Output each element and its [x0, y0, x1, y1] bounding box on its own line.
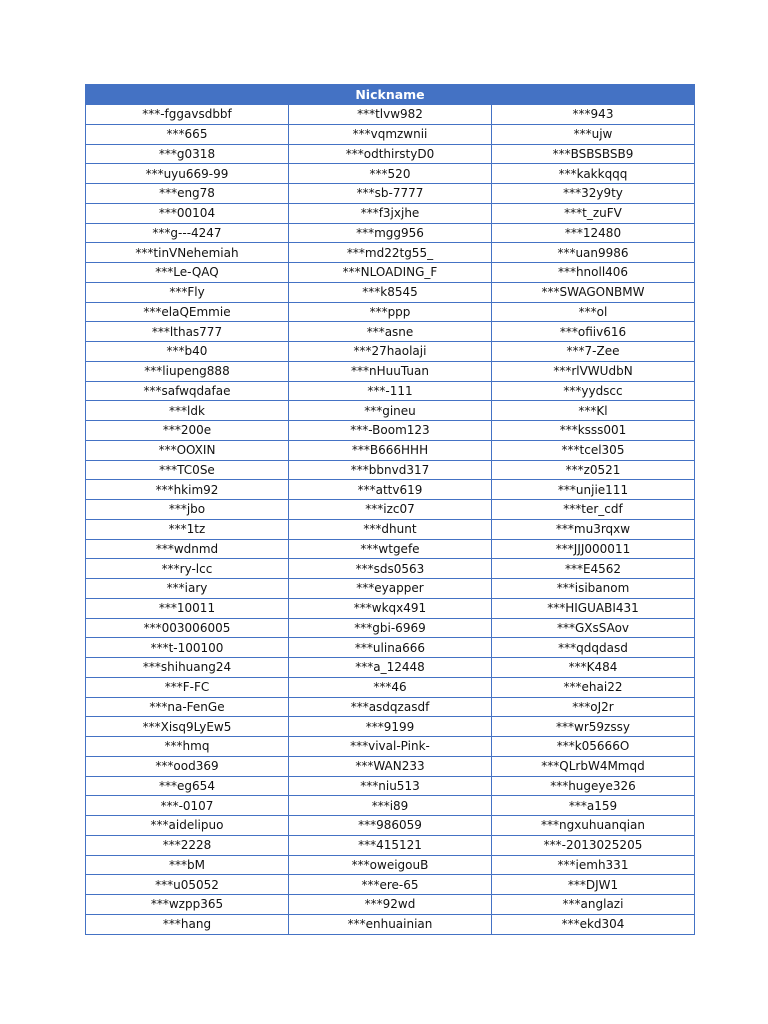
table-row [86, 638, 695, 658]
table-cell: ***eg654 [86, 776, 289, 796]
table-row [86, 203, 695, 223]
table-cell: ***520 [289, 164, 492, 184]
table-row [86, 914, 695, 934]
table-row [86, 816, 695, 836]
table-cell: ***E4562 [492, 559, 695, 579]
table-row [86, 776, 695, 796]
table-row [86, 184, 695, 204]
table-row [86, 243, 695, 263]
table-cell: ***27haolaji [289, 342, 492, 362]
table-cell: ***F-FC [86, 677, 289, 697]
table-cell: ***ter_cdf [492, 500, 695, 520]
table-cell: ***sds0563 [289, 559, 492, 579]
table-cell: ***dhunt [289, 519, 492, 539]
table-cell: ***gineu [289, 401, 492, 421]
table-cell: ***986059 [289, 816, 492, 836]
table-row [86, 519, 695, 539]
table-cell: ***hmq [86, 737, 289, 757]
table-cell: ***665 [86, 124, 289, 144]
table-header: Nickname [86, 85, 695, 105]
table-row [86, 598, 695, 618]
table-cell: ***g---4247 [86, 223, 289, 243]
table-row [86, 658, 695, 678]
table-cell: ***wkqx491 [289, 598, 492, 618]
table-cell: ***GXsSAov [492, 618, 695, 638]
table-cell: ***BSBSBSB9 [492, 144, 695, 164]
table-cell: ***lthas777 [86, 322, 289, 342]
table-cell: ***i89 [289, 796, 492, 816]
table-cell: ***hnoll406 [492, 263, 695, 283]
table-cell: ***ol [492, 302, 695, 322]
table-cell: ***odthirstyD0 [289, 144, 492, 164]
table-cell: ***wtgefe [289, 539, 492, 559]
table-cell: ***na-FenGe [86, 697, 289, 717]
table-cell: ***liupeng888 [86, 361, 289, 381]
table-cell: ***ekd304 [492, 914, 695, 934]
table-cell: ***enhuainian [289, 914, 492, 934]
table-cell: ***ood369 [86, 756, 289, 776]
table-row [86, 223, 695, 243]
table-cell: ***k05666O [492, 737, 695, 757]
table-cell: ***bbnvd317 [289, 460, 492, 480]
table-cell: ***JJJ000011 [492, 539, 695, 559]
table-cell: ***gbi-6969 [289, 618, 492, 638]
table-cell: ***isibanom [492, 579, 695, 599]
table-cell: ***ujw [492, 124, 695, 144]
table-cell: ***mgg956 [289, 223, 492, 243]
table-cell: ***b40 [86, 342, 289, 362]
table-cell: ***kakkqqq [492, 164, 695, 184]
table-row [86, 460, 695, 480]
table-cell: ***HIGUABI431 [492, 598, 695, 618]
table-cell: ***003006005 [86, 618, 289, 638]
table-cell: ***tinVNehemiah [86, 243, 289, 263]
table-cell: ***ehai22 [492, 677, 695, 697]
table-cell: ***yydscc [492, 381, 695, 401]
table-cell: ***Kl [492, 401, 695, 421]
table-cell: ***NLOADING_F [289, 263, 492, 283]
table-cell: ***vival-Pink- [289, 737, 492, 757]
table-row [86, 835, 695, 855]
table-row [86, 875, 695, 895]
table-row [86, 124, 695, 144]
table-row [86, 717, 695, 737]
table-cell: ***uan9986 [492, 243, 695, 263]
table-cell: ***tcel305 [492, 440, 695, 460]
table-cell: ***izc07 [289, 500, 492, 520]
table-cell: ***QLrbW4Mmqd [492, 756, 695, 776]
table-row [86, 756, 695, 776]
table-cell: ***hang [86, 914, 289, 934]
table-cell: ***hkim92 [86, 480, 289, 500]
table-cell: ***12480 [492, 223, 695, 243]
table-cell: ***K484 [492, 658, 695, 678]
table-row [86, 401, 695, 421]
table-cell: ***safwqdafae [86, 381, 289, 401]
table-cell: ***415121 [289, 835, 492, 855]
table-cell: ***anglazi [492, 895, 695, 915]
table-cell: ***shihuang24 [86, 658, 289, 678]
table-row [86, 105, 695, 125]
table-cell: ***DJW1 [492, 875, 695, 895]
table-cell: ***md22tg55_ [289, 243, 492, 263]
table-cell: ***-Boom123 [289, 421, 492, 441]
table-cell: ***Fly [86, 282, 289, 302]
table-row [86, 737, 695, 757]
table-row [86, 440, 695, 460]
table-cell: ***iemh331 [492, 855, 695, 875]
table-cell: ***sb-7777 [289, 184, 492, 204]
table-row [86, 144, 695, 164]
table-cell: ***iary [86, 579, 289, 599]
table-cell: ***-2013025205 [492, 835, 695, 855]
table-cell: ***9199 [289, 717, 492, 737]
table-row [86, 421, 695, 441]
table-cell: ***-0107 [86, 796, 289, 816]
table-cell: ***tlvw982 [289, 105, 492, 125]
table-cell: ***ulina666 [289, 638, 492, 658]
table-cell: ***eng78 [86, 184, 289, 204]
table-cell: ***ofiiv616 [492, 322, 695, 342]
table-cell: ***32y9ty [492, 184, 695, 204]
table-cell: ***wdnmd [86, 539, 289, 559]
table-cell: ***t-100100 [86, 638, 289, 658]
table-cell: ***ksss001 [492, 421, 695, 441]
table-row [86, 618, 695, 638]
table-cell: ***OOXIN [86, 440, 289, 460]
table-cell: ***46 [289, 677, 492, 697]
table-cell: ***Xisq9LyEw5 [86, 717, 289, 737]
table-cell: ***ry-lcc [86, 559, 289, 579]
table-cell: ***ngxuhuanqian [492, 816, 695, 836]
table-cell: ***unjie111 [492, 480, 695, 500]
table-cell: ***niu513 [289, 776, 492, 796]
table-body [86, 105, 695, 935]
table-cell: ***vqmzwnii [289, 124, 492, 144]
table-cell: ***asdqzasdf [289, 697, 492, 717]
table-row [86, 480, 695, 500]
table-row [86, 263, 695, 283]
table-cell: ***200e [86, 421, 289, 441]
table-cell: ***eyapper [289, 579, 492, 599]
table-cell: ***WAN233 [289, 756, 492, 776]
table-header-row [86, 85, 695, 105]
table-cell: ***1tz [86, 519, 289, 539]
table-cell: ***-111 [289, 381, 492, 401]
table-row [86, 579, 695, 599]
table-cell: ***943 [492, 105, 695, 125]
table-cell: ***a159 [492, 796, 695, 816]
table-cell: ***aidelipuo [86, 816, 289, 836]
table-cell: ***oweigouB [289, 855, 492, 875]
table-cell: ***elaQEmmie [86, 302, 289, 322]
table-cell: ***oJ2r [492, 697, 695, 717]
table-cell: ***-fggavsdbbf [86, 105, 289, 125]
table-row [86, 697, 695, 717]
table-cell: ***mu3rqxw [492, 519, 695, 539]
table-cell: ***u05052 [86, 875, 289, 895]
table-cell: ***TC0Se [86, 460, 289, 480]
table-cell: ***rlVWUdbN [492, 361, 695, 381]
table-cell: ***nHuuTuan [289, 361, 492, 381]
table-cell: ***bM [86, 855, 289, 875]
table-row [86, 361, 695, 381]
table-cell: ***qdqdasd [492, 638, 695, 658]
table-row [86, 895, 695, 915]
table-cell: ***t_zuFV [492, 203, 695, 223]
table-cell: ***k8545 [289, 282, 492, 302]
table-cell: ***uyu669-99 [86, 164, 289, 184]
table-cell: ***wr59zssy [492, 717, 695, 737]
table-row [86, 282, 695, 302]
table-cell: ***00104 [86, 203, 289, 223]
table-row [86, 500, 695, 520]
table-cell: ***10011 [86, 598, 289, 618]
table-row [86, 677, 695, 697]
table-row [86, 322, 695, 342]
table-cell: ***z0521 [492, 460, 695, 480]
table-row [86, 559, 695, 579]
table-cell: ***SWAGONBMW [492, 282, 695, 302]
table-row [86, 302, 695, 322]
table-cell: ***ppp [289, 302, 492, 322]
table-cell: ***ldk [86, 401, 289, 421]
table-cell: ***attv619 [289, 480, 492, 500]
table-cell: ***a_12448 [289, 658, 492, 678]
table-cell: ***f3jxjhe [289, 203, 492, 223]
table-cell: ***jbo [86, 500, 289, 520]
table-cell: ***wzpp365 [86, 895, 289, 915]
table-row [86, 381, 695, 401]
table-cell: ***asne [289, 322, 492, 342]
table-row [86, 342, 695, 362]
nickname-table [85, 84, 695, 935]
table-cell: ***ere-65 [289, 875, 492, 895]
table-cell: ***hugeye326 [492, 776, 695, 796]
table-cell: ***g0318 [86, 144, 289, 164]
table-row [86, 855, 695, 875]
table-row [86, 539, 695, 559]
table-row [86, 164, 695, 184]
table-cell: ***92wd [289, 895, 492, 915]
table-cell: ***Le-QAQ [86, 263, 289, 283]
table-cell: ***7-Zee [492, 342, 695, 362]
table-cell: ***B666HHH [289, 440, 492, 460]
table-cell: ***2228 [86, 835, 289, 855]
table-row [86, 796, 695, 816]
